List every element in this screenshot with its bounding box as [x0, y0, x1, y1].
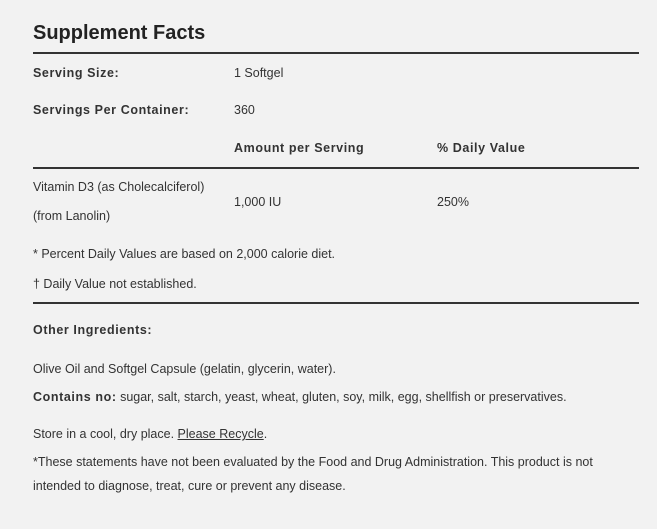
- storage-suffix: .: [263, 427, 268, 441]
- amount-per-serving-header: Amount per Serving: [234, 141, 365, 155]
- nutrient-amount: 1,000 IU: [234, 195, 282, 209]
- other-ingredients-label: Other Ingredients:: [33, 323, 153, 337]
- storage-text: Store in a cool, dry place.: [33, 427, 178, 441]
- serving-size-value: 1 Softgel: [234, 66, 284, 80]
- servings-per-container-value: 360: [234, 103, 255, 117]
- dv-not-established-footnote: † Daily Value not established.: [33, 277, 197, 291]
- other-ingredients-text: Olive Oil and Softgel Capsule (gelatin, glycerin, water).: [33, 362, 336, 376]
- percent-dv-footnote: * Percent Daily Values are based on 2,000 calorie diet.: [33, 247, 336, 261]
- nutrient-daily-value: 250%: [437, 195, 469, 209]
- title-divider: [33, 52, 639, 54]
- storage-line: [33, 426, 267, 442]
- page-title: Supplement Facts: [33, 22, 206, 44]
- contains-no-line: [33, 389, 567, 405]
- contains-no-label: Contains no:: [33, 390, 117, 404]
- nutrient-name: Vitamin D3 (as Cholecalciferol): [33, 180, 205, 194]
- table-header-divider: [33, 167, 639, 169]
- fda-disclaimer-line2: intended to diagnose, treat, cure or prevent any disease.: [33, 479, 346, 493]
- fda-disclaimer-line1: *These statements have not been evaluated by the Food and Drug Administration. This product is not: [33, 455, 593, 469]
- servings-per-container-label: Servings Per Container:: [33, 103, 190, 117]
- contains-no-text: sugar, salt, starch, yeast, wheat, gluten, soy, milk, egg, shellfish or preservatives.: [116, 390, 567, 404]
- serving-size-label: Serving Size:: [33, 66, 120, 80]
- daily-value-header: % Daily Value: [437, 141, 526, 155]
- please-recycle-link[interactable]: Please Recycle: [177, 427, 264, 441]
- facts-bottom-divider: [33, 302, 639, 304]
- nutrient-source: (from Lanolin): [33, 209, 111, 223]
